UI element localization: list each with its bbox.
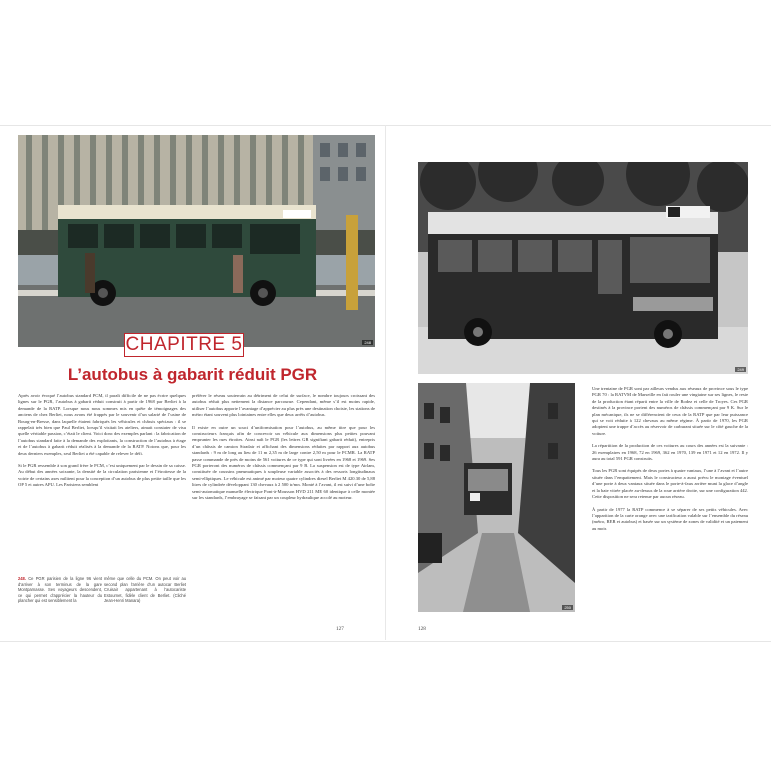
caption-text-a: Ce PGR parisien de la ligne 96 vient d’arriver à son terminus de la gare Montparnasse. Ses voyageurs descendent, ce qui permet d’apprécier la hauteur du plancher qui est sensiblement la (18, 576, 102, 604)
left-text-column-1 (18, 393, 186, 495)
page-gutter (385, 125, 386, 640)
left-text-column-2 (192, 393, 375, 508)
right-text-column (592, 386, 748, 538)
page-number-right: 128 (418, 626, 426, 632)
chapter-title: L’autobus à gabarit réduit PGR (67, 365, 318, 384)
photo-bus-montparnasse (18, 135, 375, 347)
right-col-paragraph-1: Une trentaine de PGR sont par ailleurs vendus aux réseaux de province sous le type PGR 70 : la RATVM de Marseille en fait rouler une vingtaine sur ses lignes, le reste de la production étant réparti entre la ville de Rodez et celle de Troyes. Ces PGR destinés à la province portent des numéros de châssis commençant par 9 K. Sur le plan mécanique, ils ne se différencient de ceux de la RATP que par leur puissance qui se voit réduite à 122 chevaux au même régime. À partir de 1970, les PGR adoptent une trappe d’accès au réservoir de carburant située sur le côté gauche de la voiture. (592, 386, 748, 436)
right-col-paragraph-3: Tous les PGR sont équipés de deux portes à quatre vantaux, l’une à l’avant et l’autre située dans l’empattement. Mais le constructeur a aussi prévu le montage éventuel d’une porte à deux vantaux située dans le porte-à-faux arrière muni la glace d’angle et la baie vitrée placée au-dessus de la roue arrière droite, sur une configuration 442. Cette disposition ne sera retenue par aucun réseau. (592, 468, 748, 500)
photo-credit-248: 248 (364, 340, 371, 345)
left-col2-paragraph-2: Il existe en outre un souci d’uniformisation pour l’autobus, au même titre que pour les constructeurs français afin de concevoir un véhicule aux dimensions plus petites pouvant emprunter les rues étroites. Ainsi naît le PGR (les lettres GR signifiant gabarit réduit), entrepris d’un châssis de camion Stradair et affichant des dimensions réduites par rapport aux autobus standards : 9 m de long au lieu de 11 m 2,35 m de large contre 2,50 m pour le PCMR. La RATP passe commande de près de moins de 561 voitures de ce type qui sont livrées en 1968 et 1969. Ses PGR porteront des numéros de châssis commençant par 9 B. La suspension est de type Airlam, constituée de coussins pneumatiques à soupleuse variable associés à des ressorts longitudinaux semi-elliptiques. Le véhicule est animé par moteur quatre cylindres diesel Berliet M 420.30 de 5,88 litres de cylindrée développant 130 chevaux à 2 500 tr/mn. Monté à l’avant, il est suivi d’une boîte semi-automatique manuelle électrique Pont-à-Mousson HVD 211 ME 60 identique à celle montée sur les standards, l’embrayage se faisant par un coupleur hydraulique accolé au moteur. (192, 424, 375, 501)
chapter-label: CHAPITRE 5 (125, 334, 243, 355)
left-col2-paragraph-1: préférer le réseau souterrain au détriment de celui de surface, le nombre toujours croissant des autobus réduit plus nettement la distance parcourue. Cependant, même s’il est moins rapide, utiliser l’autobus apporte l’avantage d’apprécier au plus près une destination choisie, les stations de métro étant souvent plus lointaines entre elles que deux arrêts d’autobus. (192, 393, 375, 418)
caption-text-b: même que celle du PCM. On peut voir au second plan l’arrière d’un autocar Berliet Cruisair appartenant à l’autocariste Estournet, fidèle client de Berliet. (Cliché Jean-Henri Manara) (104, 576, 186, 604)
photo-street-bus (418, 383, 575, 612)
photo-bus-line-29 (418, 162, 748, 374)
caption-number: 248. (18, 576, 26, 581)
photo-credit-250: 250 (564, 605, 571, 610)
left-col1-paragraph-2: Si le PGR ressemble à son grand frère le PCM, c’est uniquement par le dessin de sa caisse. Au début des années soixante, la densité de la circulation parisienne et l’étroitesse de la voirie de certains axes militent pour la conception d’un autobus de plus petite taille que les OP 5 et autres APU. Les Parisiens semblent (18, 463, 186, 488)
photo-caption-248-part-b (104, 576, 186, 604)
left-col1-paragraph-1: Après avoir évoqué l’autobus standard PCM, il paraît difficile de ne pas écrire quelques lignes sur le PGR, l’autobus à gabarit réduit construit à partir de 1968 par Berliet à la demande de la RATP. Lorsque nous nous sommes mis en quête de témoignages des anciens de chez Berliet, nous avons été frappés par le souvenir d’un salarié de l’usine de Bourg-en-Bresse, dans laquelle étaient fabriqués les véhicules et châssis spéciaux : il se rappelait très bien que Paul Berliet, lorsqu’il visitait les ateliers, aimait constater de visu quelle véritable passion, c’était le client. Voici donc des exemples parlant : la fabrication de l’autobus standard faite à la demande des exploitants, la construction de l’autobus à étage et de l’autobus à gabarit réduit réalisés à la demande de la RATP. Notons que, pour les deux derniers exemples, seul Berliet a été capable de relever le défi. (18, 393, 186, 456)
chapter-label-box (124, 333, 244, 357)
right-col-paragraph-2: La répartition de la production de ces voitures au cours des années est la suivante : 26 exemplaires en 1968, 72 en 1969, 362 en 1970, 139 en 1971 et 12 en 1972. Il y aura au total 591 PGR construits. (592, 443, 748, 462)
right-col-paragraph-4: À partir de 1977 la RATP commence à se séparer de ses petits véhicules. Avec l’apparition de la carte orange avec une tarification valable sur l’ensemble du réseau (métro, RER et autobus) et basée sur un système de zones de validité et un paiement au mois (592, 506, 748, 531)
photo-caption-248-part-a (18, 576, 102, 604)
page-number-left: 127 (336, 626, 344, 632)
photo-credit-249: 249 (737, 367, 744, 372)
